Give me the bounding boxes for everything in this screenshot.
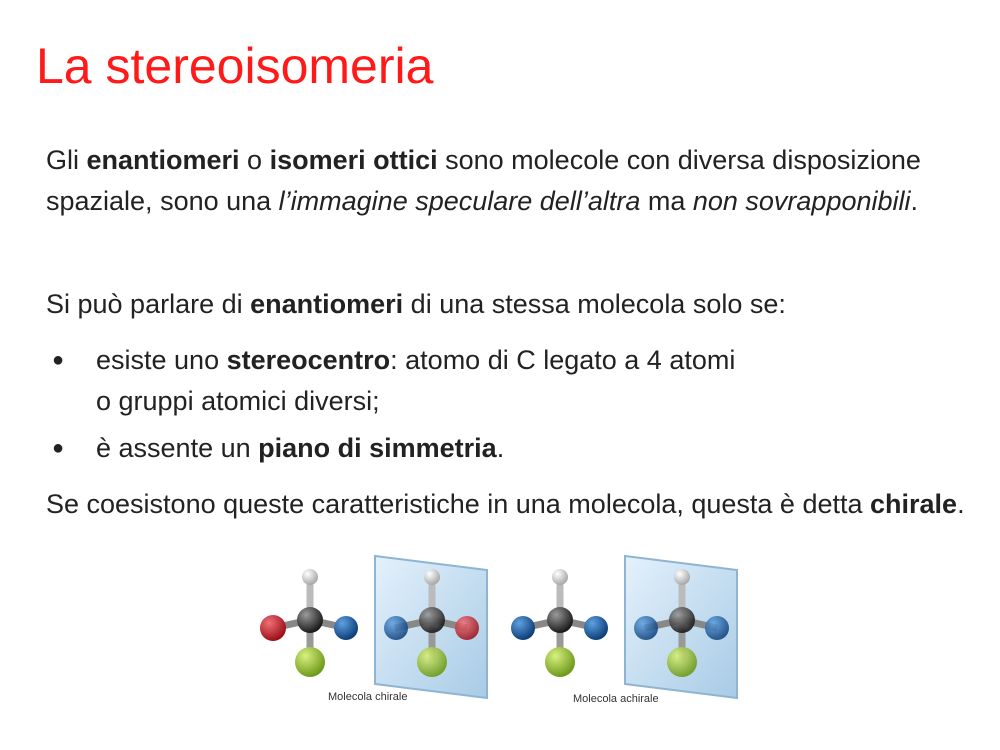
blue-atom-icon: [334, 616, 358, 640]
carbon-atom-icon: [419, 607, 445, 633]
green-atom-icon: [417, 647, 447, 677]
green-atom-icon: [667, 647, 697, 677]
red-atom-icon: [455, 616, 479, 640]
bullet-dot-icon: ●: [52, 437, 65, 459]
enantiomer-definition-paragraph: Gli enantiomeri o isomeri ottici sono molecole con diversa disposizione spaziale, sono una l’immagine speculare dell’altra ma non sovrapponibili.: [46, 145, 921, 216]
green-atom-icon: [295, 647, 325, 677]
chiral-conclusion-paragraph: Se coesistono queste caratteristiche in una molecola, questa è detta chirale.: [46, 489, 965, 519]
hydrogen-atom-icon: [424, 569, 440, 585]
blue-atom-icon: [511, 616, 535, 640]
chiral-molecule-original: [260, 569, 358, 677]
caption-chiral: Molecola chirale: [328, 691, 408, 703]
red-atom-icon: [260, 615, 286, 641]
conditions-intro-paragraph: Si può parlare di enantiomeri di una stessa molecola solo se:: [46, 289, 786, 319]
slide-title: La stereoisomeria: [36, 38, 434, 94]
hydrogen-atom-icon: [674, 569, 690, 585]
achiral-molecule-original: [511, 569, 608, 677]
carbon-atom-icon: [297, 607, 323, 633]
list-item-stereocenter: ● esiste uno stereocentro: atomo di C legato a 4 atomi o gruppi atomici diversi;: [46, 340, 966, 422]
hydrogen-atom-icon: [552, 569, 568, 585]
blue-atom-icon: [384, 616, 408, 640]
conditions-list: [46, 340, 966, 469]
carbon-atom-icon: [547, 607, 573, 633]
list-item-symmetry-plane: ● è assente un piano di simmetria.: [46, 428, 966, 469]
bullet-dot-icon: ●: [52, 349, 65, 371]
green-atom-icon: [545, 647, 575, 677]
molecule-mirror-figure: [255, 548, 745, 718]
chirality-illustration: [255, 548, 745, 718]
carbon-atom-icon: [669, 607, 695, 633]
blue-atom-icon: [584, 616, 608, 640]
blue-atom-icon: [634, 616, 658, 640]
caption-achiral: Molecola achirale: [573, 693, 659, 705]
hydrogen-atom-icon: [302, 569, 318, 585]
blue-atom-icon: [705, 616, 729, 640]
